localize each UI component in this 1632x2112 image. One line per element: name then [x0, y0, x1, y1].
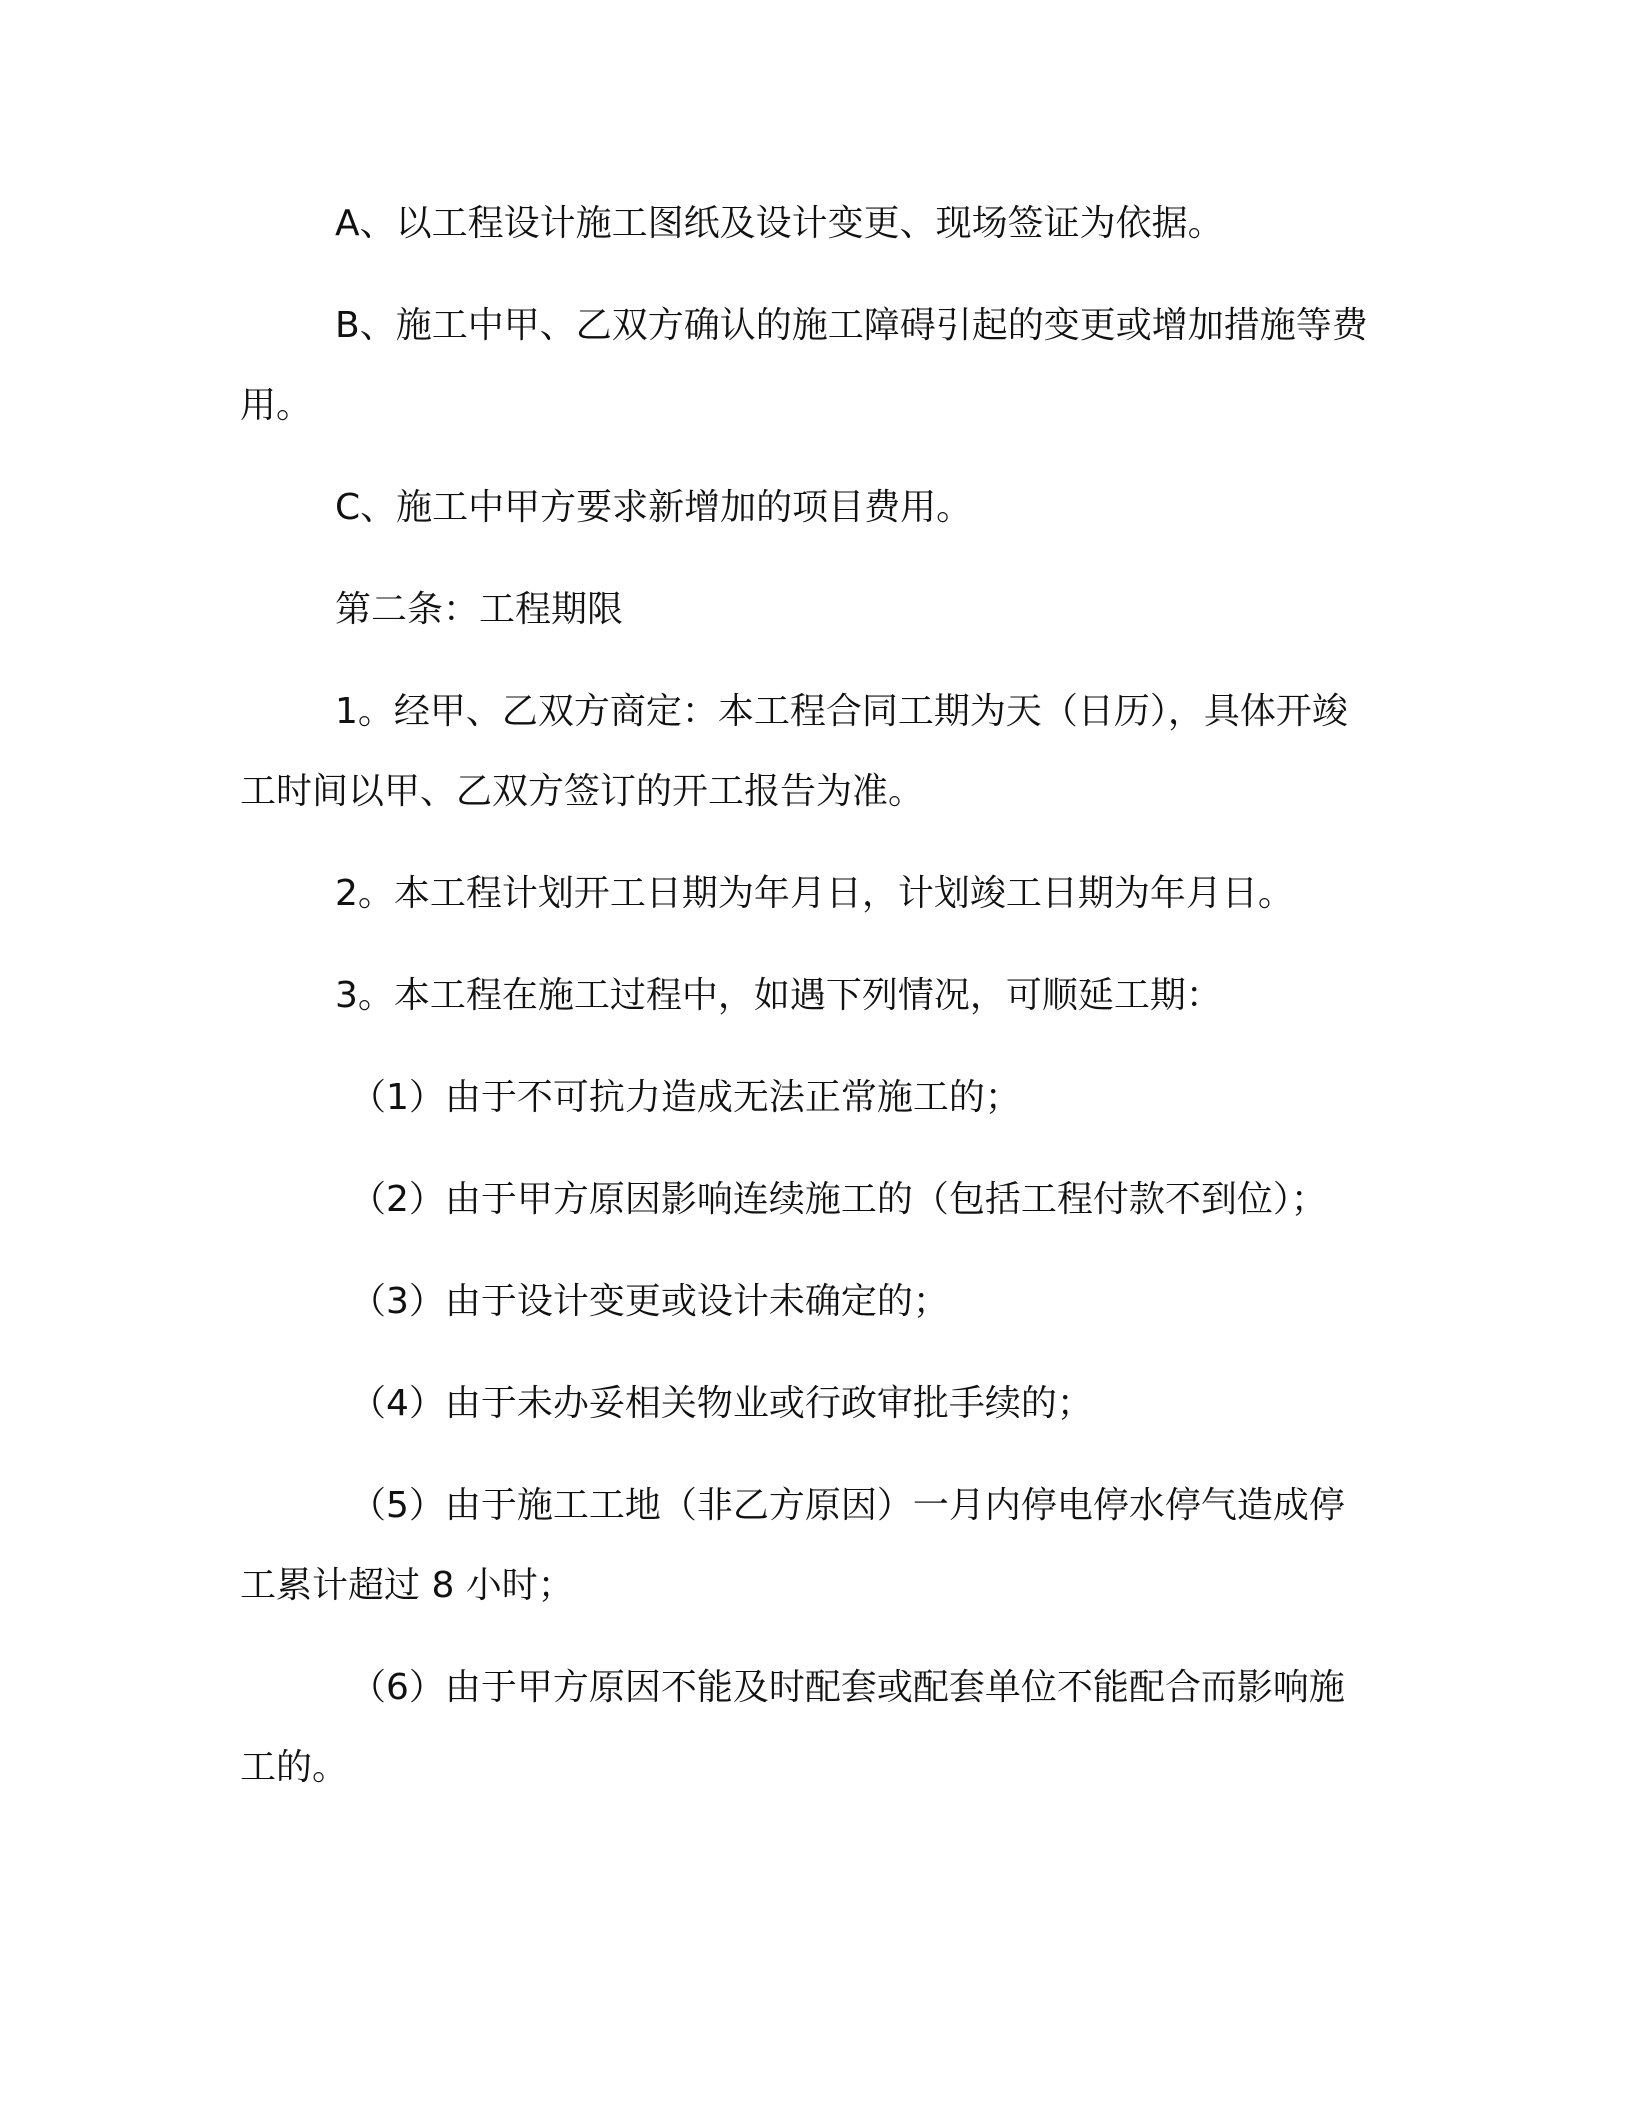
list-item-3: （3）由于设计变更或设计未确定的；: [350, 1281, 949, 1322]
paragraph-a: A、以工程设计施工图纸及设计变更、现场签证为依据。: [335, 203, 1224, 244]
paragraph-3: 3。本工程在施工过程中，如遇下列情况，可顺延工期：: [335, 975, 1222, 1016]
paragraph-b: B、施工中甲、乙双方确认的施工障碍引起的变更或增加措施等费用。: [240, 305, 1368, 426]
paragraph-c: C、施工中甲方要求新增加的项目费用。: [335, 487, 973, 528]
list-item-1: （1）由于不可抗力造成无法正常施工的；: [350, 1077, 1021, 1118]
document-page: [240, 184, 1370, 1830]
paragraph-1: 1。经甲、乙双方商定：本工程合同工期为天（日历），具体开竣工时间以甲、乙双方签订的开工报告为准。: [240, 691, 1348, 812]
list-item-4: （4）由于未办妥相关物业或行政审批手续的；: [350, 1383, 1093, 1424]
list-item-6: （6）由于甲方原因不能及时配套或配套单位不能配合而影响施工的。: [240, 1667, 1345, 1788]
paragraph-2: 2。本工程计划开工日期为年月日，计划竣工日期为年月日。: [335, 873, 1294, 914]
list-item-5: （5）由于施工工地（非乙方原因）一月内停电停水停气造成停工累计超过 8 小时；: [240, 1485, 1345, 1606]
list-item-2: （2）由于甲方原因影响连续施工的（包括工程付款不到位）；: [350, 1179, 1327, 1220]
section-heading-article-2: 第二条：工程期限: [335, 589, 624, 630]
